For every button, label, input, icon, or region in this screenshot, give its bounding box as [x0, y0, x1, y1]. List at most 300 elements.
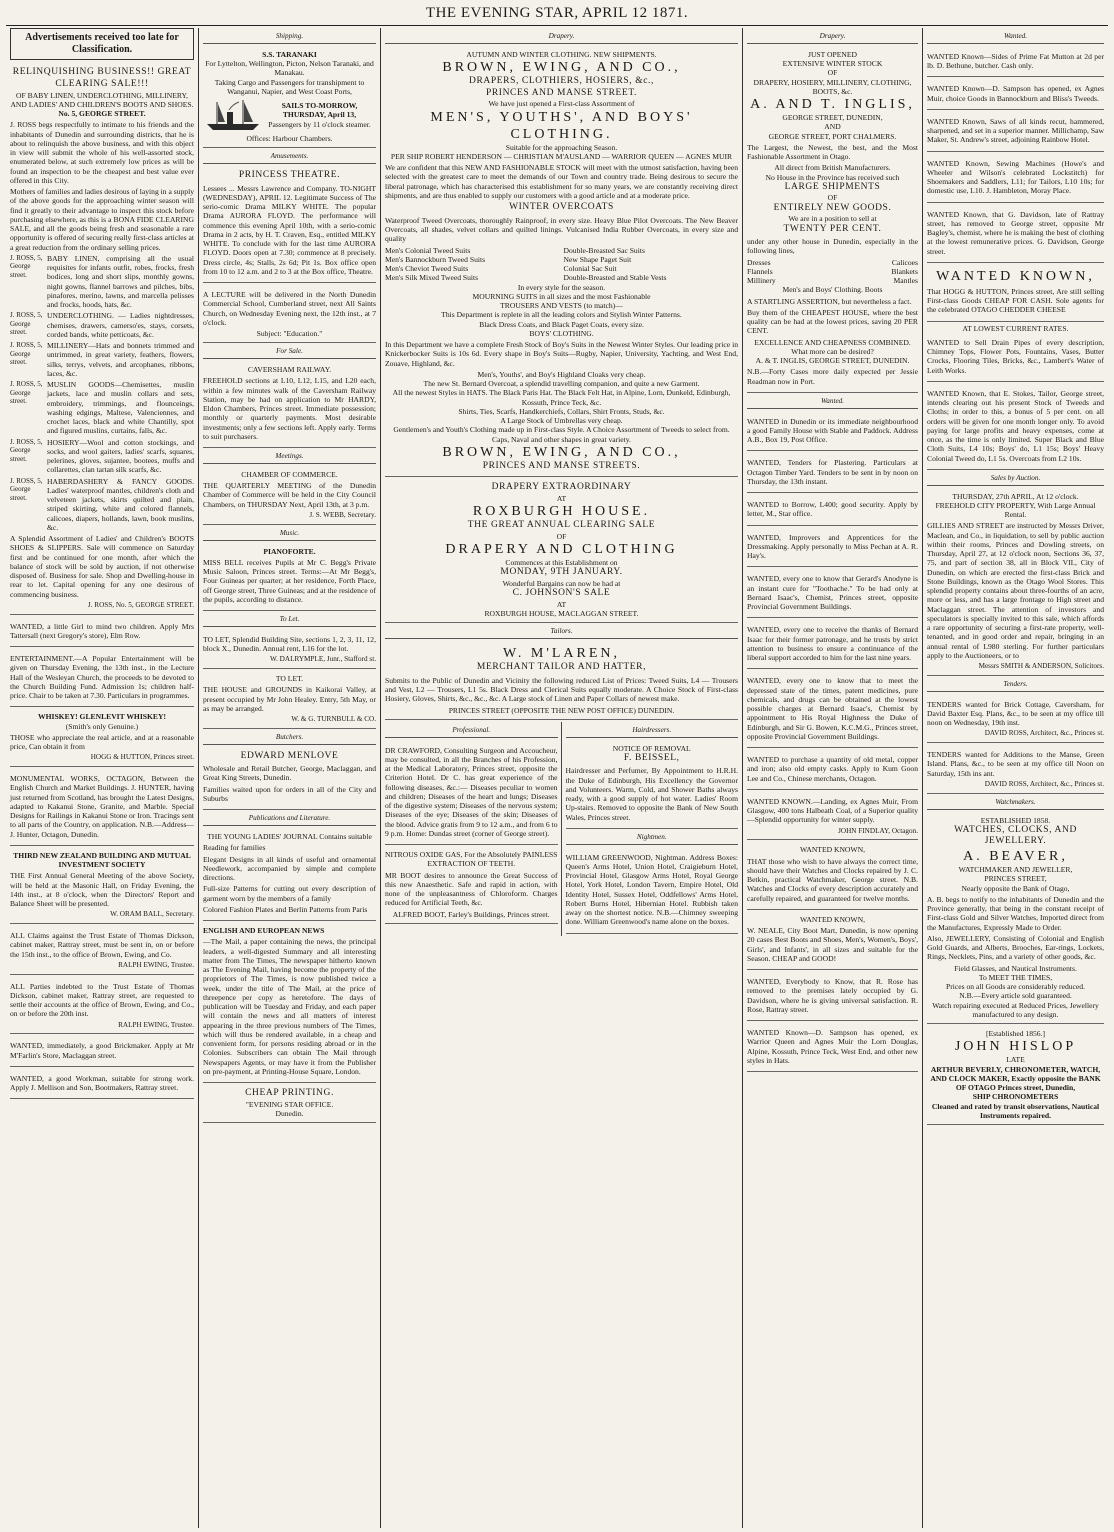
wanted-ad: [747, 528, 918, 568]
wanted-text: WANTED Known, Saws of all kinds recut, hammered, sharpened, and set in a superior manner. Millichamp, Saw Maker, St. Andrew's street, adjoining Rainbow Hotel.: [927, 116, 1104, 145]
wanted-text: WANTED to Sell Drain Pipes of every description, Chimney Tops, Flower Pots, Fountains, Vases, Butter Crocks, Flooring Tiles, Bricks, &c., Lambert's Water of Leith Works.: [927, 337, 1104, 375]
established-2: [Established 1856.]: [985, 1029, 1046, 1039]
roxburgh-address: ROXBURGH HOUSE, MACLAGGAN STREET.: [484, 609, 639, 619]
wanted-text: WANTED Known, that G. Davidson, late of Rattray street, has removed to George street, opposite Mr Bagley's, chemist, where he is making the best of clothing at the lowest remunerative prices. G. Davidson, George street.: [927, 209, 1104, 256]
wanted-ad: [747, 750, 918, 790]
society-ad: [10, 848, 194, 924]
menlove-ad: [203, 748, 376, 811]
guarantee: N.B.—Every article sold guaranteed.: [959, 991, 1072, 1001]
brown-ewing-ad: [385, 47, 738, 478]
section-hairdressers: Hairdressers.: [566, 725, 739, 738]
chamber-signature: J. S. WEBB, Secretary.: [309, 510, 376, 519]
journal-line-3: Full-size Patterns for cutting out every description of garment worn by the members of a family: [203, 884, 376, 903]
section-drapery: Drapery.: [385, 31, 738, 44]
dickson-parties-signature: RALPH EWING, Trustee.: [118, 1020, 194, 1029]
inglis-port: GEORGE STREET, PORT CHALMERS.: [768, 131, 897, 141]
annual-sale: THE GREAT ANNUAL CLEARING SALE: [467, 520, 656, 531]
dickson-parties-text: ALL Parties indebted to the Trust Estate of Thomas Dickson, cabinet maker, Rattray street, are requested to settle their accounts at the office of Brown, Ewing, and Co., on or before the 20th inst.: [10, 981, 194, 1019]
bew-opened: We have just opened a First-class Assortment of: [488, 99, 635, 109]
tolet-house-signature: W. & G. TURNBULL & CO.: [291, 715, 376, 724]
section-professional: Professional.: [385, 725, 558, 738]
tolet-house-text: THE HOUSE and GROUNDS in Kaikorai Valley, at present occupied by Mr John Healey. Entry, 5th May, or as may be arranged.: [203, 685, 376, 713]
wanted-ad: [927, 79, 1104, 110]
ship-sail: SAILS TO-MORROW, THURSDAY, April 13,: [281, 101, 358, 120]
inglis-and: AND: [824, 122, 841, 132]
wk3-text: WANTED, Everybody to Know, that R. Rose has removed to the premises lately occupied by G. Davidson, where he is giving universal satisfaction. R. Rose, Rattray street.: [747, 977, 918, 1014]
suit-item: Double-Breasted and Stable Vests: [563, 273, 667, 283]
inglis-buy: Buy them of the CHEAPEST HOUSE, where the best quality can be had at the lowest prices, saving 20 PER CENT.: [747, 307, 918, 336]
hislop-late: LATE: [1006, 1055, 1025, 1065]
bew-top: AUTUMN AND WINTER CLOTHING. NEW SHIPMENTS.: [466, 49, 657, 59]
ross-item: [10, 477, 194, 533]
trousers-title: TROUSERS AND VESTS (to match)—: [500, 301, 623, 310]
pianoforte-ad: [203, 544, 376, 612]
piano-title: PIANOFORTE.: [263, 546, 316, 556]
prices-reduced: Prices on all Goods are considerably reduced.: [946, 982, 1085, 992]
wanted-text: WANTED Known—D. Sampson has opened, ex Agnes Muir, choice Goods in Bannockburn and Bliss's Tweeds.: [927, 84, 1104, 103]
hislop-text: ARTHUR BEVERLY, CHRONOMETER, WATCH, AND CLOCK MAKER, Exactly opposite the BANK OF OTAGO Princes street, Dunedin,: [930, 1064, 1101, 1093]
wanted-text: WANTED KNOWN.—Landing, ex Agnes Muir, From Glasgow, 400 tons Halbeath Coal, of a Superior quality—Splendid opportunity for winter supply.: [747, 796, 918, 825]
beaver-name: A. BEAVER,: [963, 848, 1068, 864]
printing-sub: "EVENING STAR OFFICE.: [245, 1099, 334, 1109]
commences: Commences at this Establishment on: [505, 558, 618, 568]
ross-outro: A Splendid Assortment of Ladies' and Children's BOOTS SHOES & SLIPPERS. Sale will commence on Saturday first and be continued for one month, after which the balance of stock will be sold by auction, if not otherwise disposed of. Business for sale. Shop and Dwelling-house in rear to let. Capital opening for any one desirous of commencing business.: [10, 534, 194, 599]
chamber-text: THE QUARTERLY MEETING of the Dunedin Chamber of Commerce will be held in the City Council Chambers, on THURSDAY Next, April 13th, at 3 p.m.: [203, 481, 376, 509]
beissel-ad: [566, 741, 739, 829]
inglis-startling: A STARTLING ASSERTION, but nevertheless a fact.: [747, 296, 912, 306]
ship-office: Offices: Harbour Chambers.: [246, 134, 333, 144]
clearing-title: RELINQUISHING BUSINESS!! GREAT CLEARING SALE!!!: [12, 67, 192, 89]
wanted-ad: [747, 671, 918, 748]
section-wanted-2: Wanted.: [927, 31, 1104, 44]
clearing-of: OF BABY LINEN, UNDERCLOTHING, MILLINERY, AND LADIES' AND CHILDREN'S BOOTS AND SHOES.: [10, 90, 194, 109]
masthead: THE EVENING STAR, APRIL 12 1871.: [6, 4, 1108, 26]
inglis-under: under any other house in Dunedin, especially in the following lines,: [747, 237, 918, 256]
news-text: —The Mail, a paper containing the news, the principal leaders, a well-digested Summary and all interesting matter from The Times, The newspaper hitherto known as The Evening Mail, having become the property of the proprietors of The Times, is now published twice a week, under the title of The Mail, at the price of threepence per copy as heretofore. The days of publication will be Tuesday and Friday, and each paper will contain the news and all matters of interest appearing in the three previous numbers of The Times, which will thus be rendered available, in a cheap and convenient form, for persons residing abroad or in the Colonies. Subscribers can obtain The Mail through Newspapers Agents, or may have it from the Publisher on pre-payment, at Printing-House Square, London.: [203, 937, 376, 1076]
wanted-text: WANTED, Tenders for Plastering. Particulars at Octagon Timber Yard. Tenders to be sent in by noon on Thursday, the 13th instant.: [747, 458, 918, 486]
hair-notice: NOTICE OF REMOVAL: [612, 743, 691, 753]
beaver-text: A. B. begs to notify to the inhabitants of Dunedin and the Province generally, that being in the constant receipt of First-class Gold and Silver Watches, Imported direct from the Manufactures, Expressly Made to Order.: [927, 894, 1104, 932]
suit-item: Men's Silk Mixed Tweed Suits: [385, 273, 479, 283]
line-item: Blankets: [891, 266, 918, 276]
section-watchmakers: Watchmakers.: [927, 797, 1104, 810]
auction-signature: Messrs SMITH & ANDERSON, Solicitors.: [978, 662, 1104, 671]
mlaren-name: W. M'LAREN,: [502, 646, 621, 662]
greenwood-ad: [566, 848, 739, 934]
section-publications: Publications and Literature.: [203, 813, 376, 826]
bew-name-2: BROWN, EWING, AND CO.,: [442, 444, 681, 460]
news-title: ENGLISH AND EUROPEAN NEWS: [203, 926, 325, 935]
ross-item: [10, 311, 194, 339]
column-1: [6, 28, 198, 1528]
crawford-text: DR CRAWFORD, Consulting Surgeon and Accoucheur, may be consulted, in all the Branches of his Profession, at the Medical Laboratory, Princes street, opposite the Criterion Hotel. Dr C. has great experience of the following diseases, &c.:— Diseases peculiar to women and children; Diseases of the heart and lungs; Diseases of the digestive system; Diseases of the nervous system; Diseases of the eye; Diseases of the skin; Diseases of the blood. Advice gratis from 9 to 12 a.m., and from 6 to 9 p.m. Home: Dundas street (corner of George street).: [385, 745, 558, 838]
gentlemen: Gentlemen's and Youth's Clothing made up in First-class Style. A Choice Assortment of Tweeds to select from.: [393, 425, 730, 435]
overcoats-text: Waterproof Tweed Overcoats, thoroughly Rainproof, in every size. Heavy Blue Pilot Overcoats. The New Beaver Overcoats, all shades, velvet collars and quilted linings. Vulcanised India Rubber Overcoats, in every size and quality: [385, 215, 738, 244]
trousers-text: This Department is replete in all the leading colors and Stylish Winter Patterns.: [441, 310, 682, 320]
wk-text: THAT those who wish to have always the correct time, should have their Watches and Clocks repaired by J. C. Betkin, practical Watchmaker, George street. N.B. Watches and Clocks of every description accurately and carefully repaired, and guaranteed for twelve months.: [747, 856, 918, 903]
railway-title: CAVERSHAM RAILWAY.: [247, 365, 332, 375]
wanted-workman-text: WANTED, a good Workman, suitable for strong work. Apply J. Mellison and Son, Bootmakers, Rattray street.: [10, 1073, 194, 1093]
whiskey-ad: [10, 709, 194, 767]
ross-intro: J. ROSS begs respectfully to intimate to his friends and the inhabitants of Dunedin and surrounding districts, that he is about to relinquish the above business, and with this object in view will submit the whole of his well-assorted stock, enumerated below, at such extremely low prices as will be found an inspection to be the cheapest and best value ever offered in this City.: [10, 120, 194, 185]
suit-item: Men's Cheviot Tweed Suits: [385, 264, 469, 273]
wanted-known-neale-ad: [747, 912, 918, 970]
tender-ad: [927, 745, 1104, 794]
column-5: [922, 28, 1108, 1528]
hair-name: F. BEISSEL,: [623, 752, 680, 763]
news-ad: [203, 923, 376, 1083]
beaver-ad: [927, 813, 1104, 1024]
lines-left: [747, 258, 831, 286]
inglis-name: A. AND T. INGLIS,: [750, 97, 915, 113]
clearing-sale-ad: [10, 64, 194, 614]
wanted-text: WANTED Known—Sides of Prime Fat Mutton at 2d per lb. D. Bethune, butcher. Cash only.: [927, 51, 1104, 71]
wanted-brickmaker-ad: [10, 1036, 194, 1067]
beaver-top: WATCHES, CLOCKS, AND JEWELLERY.: [954, 824, 1077, 847]
lecture-subject: Subject: "Education.": [256, 329, 323, 339]
bew-name: BROWN, EWING, AND CO.,: [442, 60, 681, 76]
hislop-name: JOHN HISLOP: [954, 1039, 1077, 1055]
inglis-ad: [747, 47, 918, 393]
wanted-text: WANTED in Dunedin or its immediate neighbourhood a good Family House with Stable and Paddock. Address A.B., Box 19, Post Office.: [747, 416, 918, 445]
butcher-text: Wholesale and Retail Butcher, George, Maclaggan, and Great King Streets, Dunedin.: [203, 764, 376, 783]
section-nightmen: Nightmen.: [566, 832, 739, 845]
section-drapery-2: Drapery.: [747, 31, 918, 44]
bew-mens: MEN'S, YOUTHS', AND BOYS' CLOTHING.: [430, 109, 693, 142]
ship-sailing: [263, 101, 376, 129]
ship-name: S.S. TARANAKI: [262, 49, 317, 59]
wanted-ad: [747, 412, 918, 452]
journal-line-2: Elegant Designs in all kinds of useful and ornamental Needlework, accompanied by simple and complete directions.: [203, 854, 376, 882]
ross-text: HOSIERY—Wool and cotton stockings, and socks, and wool gaiters, ladies' scarfs, squares, pelerines, gloves, sujantee, bootees, muffs and collarettes, clan tartan silk scarfs, &c.: [47, 437, 194, 475]
columns: [6, 28, 1108, 1528]
established: ESTABLISHED 1858.: [980, 815, 1051, 825]
hairdressers-column: [566, 722, 739, 936]
ross-mothers: Mothers of families and ladies desirous of laying in a supply of the above goods for the approaching winter season will find it greatly to their advantage to inspect this stock before purchasing elsewhere, as this is a BONA FIDE CLEARING SALE, and all the goods being fresh and seasonable a rare opportunity is offered of securing really first-class articles at a great reduction from the ordinary selling prices.: [10, 187, 194, 252]
ross-text: MUSLIN GOODS—Chemisettes, muslin jackets, lace and muslin collars and sets, embroidery, trimmings, and flounceings, washing edgings, Maltese, Valenciennes, and crochet laces, black and white Chantilly, spot and figured muslins, curtains, falls, &c.: [47, 380, 194, 436]
suits-left: [385, 246, 560, 283]
greenwood-text: WILLIAM GREENWOOD, Nightman. Address Boxes: Queen's Arms Hotel, Union Hotel, Craigieburn Hotel, Provincial Hotel, Glasgow Arms Hotel, Royal George Hotel, York Hotel, London Tavern, Empire Hotel, Old Identity Hotel, Sussex Hotel, Oddfellows' Arms Hotel, Robert Burns Hotel, Hibernian Hotel. Rubbish taken away on the shortest notice. N.B.—Chimney sweeping done. William Greenwood's name alone on the boxes.: [565, 852, 738, 927]
wanted-ad: [747, 453, 918, 493]
wanted-sampson-ad: [747, 1023, 918, 1072]
dickson-claims-signature: RALPH EWING, Trustee.: [118, 960, 194, 969]
railway-text: FREEHOLD sections at L10, L12, L15, and L20 each, within a few minutes walk of the Caversham Railway Station, may be had on application to Mr HARDY, Eldon Chambers, Princes street. Immediate possession; monthly or quarterly payments. Most desirable investments; only a few sections left. Apply early. Terms to suit purchasers.: [203, 376, 376, 441]
wanted-text: WANTED, Improvers and Apprentices for the Dressmaking. Apply personally to Miss Pechan at A. R. Hay's.: [747, 532, 918, 561]
lecture-text: A LECTURE will be delivered in the North Dunedin Commercial School, Cumberland street, next All Saints Church, on Wednesday Evening next, the 12th inst., at 7 o'clock.: [203, 290, 376, 327]
ship-route: For Lyttelton, Wellington, Picton, Nelson Taranaki, and Manakau.: [205, 59, 374, 78]
ross-label: J. ROSS, 5, George street.: [10, 437, 43, 463]
lower-columns: [385, 722, 738, 936]
suit-item: Colonial Sac Suit: [563, 264, 617, 273]
tolet-site-ad: [203, 630, 376, 669]
wanted-text: WANTED, every one to receive the thanks of Bernard Isaac for their former patronage, and he trusts by strict attention to business to ensure a continuance of the liberal support accorded to him for the last nine years.: [747, 625, 918, 663]
wanted-girl-text: WANTED, a little Girl to mind two children. Apply Mrs Tattersall (next Gregory's store), Elm Row.: [10, 621, 194, 640]
highland: Men's, Youths', and Boy's Highland Cloaks very cheap.: [477, 369, 646, 379]
drapery-extra: DRAPERY EXTRAORDINARY: [491, 482, 632, 493]
wanted-text: WANTED, every one to know that to meet the depressed state of the times, patent medicines, pure chemicals, and drugs can be obtained at the lowest possible charges at Bernard Isaac's, Chemist by appointment to His Royal Highness the Duke of Edinburgh, and Sir G. Bowen, K.C.M.G., Princes street, opposite Provincial Government Buildings.: [747, 676, 918, 741]
bew-ships: PER SHIP ROBERT HENDERSON — CHRISTIAN M'AUSLAND — WARRIOR QUEEN — AGNES MUIR: [390, 151, 733, 161]
bew-season: Suitable for the approaching Season.: [505, 142, 618, 152]
bargains: Wonderful Bargains can now be had at: [502, 579, 621, 589]
nitrous-title: NITROUS OXIDE GAS, For the Absolutely PAINLESS EXTRACTION OF TEETH.: [385, 850, 558, 869]
chamber-ad: [203, 467, 376, 525]
journal-title: THE YOUNG LADIES' JOURNAL Contains suitable: [207, 832, 372, 841]
findlay-signature: JOHN FINDLAY, Octagon.: [838, 826, 918, 835]
auction-date: THURSDAY, 27th APRIL, At 12 o'clock.: [952, 491, 1079, 501]
ross-item: [10, 438, 194, 475]
theatre-text: Lessees ... Messrs Lawrence and Company. TO-NIGHT (WEDNESDAY), APRIL 12. Legitimate Success of The serio-comic Drama MILKY WHITE. The popular Drama AURORA FLOYD. The performance will commence this evening April 10th, with a serio-comic Drama in 2 acts, by H. T. Craven, Esq., entitled MILKY WHITE. To conclude with for the last time AURORA FLOYD. Doors open at 7.30; commence at 8 precisely. Dress circle, 4s; Stalls, 2s 6d; Pit 1s. Box office open from 10 to 12 a.m. and 2 to 3 at the Box office, Theatre.: [203, 183, 376, 276]
inglis-entirely: ENTIRELY NEW GOODS.: [773, 202, 892, 213]
overcoats-title: WINTER OVERCOATS: [509, 202, 614, 213]
tender-ad: [927, 695, 1104, 744]
suits-table: [385, 246, 738, 283]
journal-line-4: Colored Fashion Plates and Berlin Patterns from Paris: [203, 904, 368, 914]
johnson-at: AT: [556, 599, 567, 609]
annual-of: OF: [556, 531, 567, 541]
whiskey-text: THOSE who appreciate the real article, and at a reasonable price, Can obtain it from: [10, 732, 194, 752]
hogg-title: WANTED KNOWN,: [936, 268, 1095, 284]
beaver-also: Also, JEWELLERY, Consisting of Colonial and English Gold Guards, and Alberts, Brooches, Ear-rings, Lockets, Rings, Necklets, Pins, and a variety of other goods, &c.: [927, 933, 1104, 962]
ross-label: J. ROSS, 5, George street.: [10, 341, 43, 367]
nitrous-signature: ALFRED BOOT, Farley's Buildings, Princes street.: [392, 909, 550, 919]
wanted-ad: [747, 620, 918, 669]
tolet-house-title: TO LET.: [275, 674, 304, 684]
inglis-of: OF: [827, 68, 838, 78]
hats-text: All the newest Styles in HATS. The Black Paris Hat. The Black Felt Hat, in Alpine, Lorn, Dunkeld, Edinburgh, Kossuth, Prince Teck, &c.: [392, 388, 731, 407]
ross-label: J. ROSS, 5, George street.: [10, 476, 43, 502]
ship-row: [203, 96, 376, 134]
boys-title: BOYS' CLOTHING.: [529, 328, 594, 338]
society-text: THE First Annual General Meeting of the above Society, will be held at the Masonic Hall, on Friday Evening, the 14th inst., at 8 o'clock, when the Directors' Report and Balance Sheet will be presented.: [10, 871, 194, 909]
whiskey-signature: HOGG & HUTTON, Princes street.: [90, 753, 194, 762]
inglis-of-2: OF: [827, 193, 838, 203]
journal-ad: [203, 829, 376, 921]
inglis-more: What more can be desired?: [791, 346, 874, 356]
dickson-claims-ad: [10, 926, 194, 975]
steamship-icon: [203, 96, 263, 134]
dickson-claims-text: ALL Claims against the Trust Estate of Thomas Dickson, cabinet maker, Rattray street, must be sent in, on or before the 15th inst., to the office of Brown, Ewing, and Co.: [10, 931, 194, 959]
suits-every: In every style for the season.: [517, 282, 606, 292]
theatre-ad: [203, 167, 376, 283]
ross-label: J. ROSS, 5, George street.: [10, 311, 43, 337]
taranaki-ad: [203, 47, 376, 149]
ross-label: J. ROSS, 5, George street.: [10, 253, 43, 279]
mlaren-address: PRINCES STREET (OPPOSITE THE NEW POST OFFICE) DUNEDIN.: [448, 705, 675, 715]
ross-signature: J. ROSS, No. 5, GEORGE STREET.: [87, 600, 194, 609]
line-item: Millinery: [747, 276, 776, 286]
just-opened: JUST OPENED: [807, 49, 857, 59]
auction-text: GILLIES AND STREET are instructed by Messrs Driver, Maclean, and Co., in liquidation, to sell by public auction within their rooms, Princes and Dowling streets, on Thursday, April 27, at 12 o'clock noon, Sections 36, 37, 75, and part of section 38, all in Block VII., City of Dunedin, on which are erected the first-class Brick and Stone Buildings, known as the Otago Wool Stores. This splendid property contains about three-fourths of an acre, more or less, and has a large frontage to High street and Maclaggan street. The attention of investors and speculators is specially invited to this sale, which affords a rare opportunity of securing a first-rate property, well-tenanted, and in good order and repair, bringing in an annual rental of L980 sterling. For further particulars apply to the Auctioneers, or to: [927, 521, 1104, 660]
section-butchers: Butchers.: [203, 732, 376, 745]
mlaren-text: Submits to the Public of Dunedin and Vicinity the following reduced List of Prices: Tweed Suits, L4 — Trousers and Vest, L2 — Trousers, L1 5s. Black Dress and Clerical Suits equally moderate. A Choice Stock of First-class Hosiery, Gloves, Shirts, &c., &c., &c. A Large stock of Linen and Paper Collars of newest make.: [385, 675, 738, 704]
section-to-let: To Let.: [203, 614, 376, 627]
section-shipping: Shipping.: [203, 31, 376, 44]
entertainment-text: ENTERTAINMENT.—A Popular Entertainment will be given on Thursday Evening, the 13th inst., in the Lecture Hall of the Wesleyan Church, the proceeds to be devoted to the Church Building Fund. Admission 1s; children half-price. Chair to be taken at 7.30. Particulars in programmes.: [10, 654, 194, 701]
hislop-ad: [927, 1026, 1104, 1125]
lines-right: [835, 258, 919, 286]
line-item: Dresses: [747, 257, 771, 267]
boys-text: In this Department we have a complete Fresh Stock of Boy's Suits in the Newest Winter Styles. Our leading price in Knickerbocker Suits is 10s 6d. Every shape in Boy's Suits—Rugby, Napier, University, Yachting, and West End, Zouave, Highland, &c.: [385, 340, 738, 368]
piano-text: MISS BELL receives Pupils at Mr C. Begg's Private Music Saloon, Princes street. Terms:—At Mr Begg's, Four Guineas per quarter; at her residence, Forth Place, off George street, Three Guineas; and at the residence of the pupils, according to distance.: [203, 557, 376, 604]
inglis-direct: All direct from British Manufacturers.: [774, 163, 891, 173]
column-2: [198, 28, 380, 1528]
roxburgh-ad: [385, 479, 738, 623]
inglis-largest: The Largest, the Newest, the best, and the Most Fashionable Assortment in Otago.: [747, 142, 918, 162]
extensive: EXTENSIVE WINTER STOCK: [782, 59, 883, 69]
inglis-twenty: TWENTY PER CENT.: [783, 223, 882, 234]
tolet-site-signature: W. DALRYMPLE, Junr., Stafford st.: [269, 655, 376, 664]
butcher-name: EDWARD MENLOVE: [240, 750, 339, 761]
printing-title: CHEAP PRINTING.: [245, 1088, 334, 1098]
section-amusements: Amusements.: [203, 151, 376, 164]
wanted-known-betkin-ad: [747, 842, 918, 910]
inglis-signature: A. & T. INGLIS, GEORGE STREET, DUNEDIN.: [755, 356, 910, 366]
wanted-text: WANTED, every one to know that Gerard's Anodyne is an instant cure for "Toothache." To be had only at Bernard Isaac's, Chemist, Princes street, opposite Provincial Government Buildings.: [747, 574, 918, 612]
wanted-ad: [747, 495, 918, 526]
section-wanted: Wanted.: [747, 396, 918, 409]
bew-confident: We are confident that this NEW AND FASHIONABLE STOCK will meet with the utmost satisfaction, having been selected with the greatest care to meet the demands of our Town and country trade. Being desirous to secure the liberal patronage, which has characterised this establishment for so many years, we are constantly receiving direct shipments, and are thus enabled to supply our customers with a good article and at a moderate price.: [385, 163, 738, 200]
wanted-ad: [927, 154, 1104, 203]
inglis-nb: N.B.—Forty Cases more daily expected per Jessie Readman now in Port.: [747, 367, 918, 386]
beaver-near: Nearly opposite the Bank of Otago,: [961, 883, 1070, 893]
wanted-ad: [747, 569, 918, 618]
repair: Watch repairing executed at Reduced Prices, Jewellery manufactured to any design.: [932, 1000, 1099, 1019]
bew-trades: DRAPERS, CLOTHIERS, HOSIERS, &c.,: [468, 76, 654, 87]
inglis-large: LARGE SHIPMENTS: [784, 181, 881, 192]
drapery-clothing: DRAPERY AND CLOTHING: [445, 542, 678, 558]
whiskey-title: WHISKEY! GLENLEVIT WHISKEY!: [37, 712, 166, 722]
wanted-girl-ad: [10, 617, 194, 648]
tolet-site-text: TO LET, Splendid Building Site, sections 1, 2, 3, 11, 12, block X., Dunedin. Annual rent, L16 for the lot.: [203, 634, 376, 654]
section-meetings: Meetings.: [203, 451, 376, 464]
wk4-text: WANTED Known—D. Sampson has opened, ex Warrior Queen and Agnes Muir the Lorn Douglas, Alpine, Kossuth, Prince Teck, West End, and other new styles in Hats.: [747, 1028, 918, 1065]
section-music: Music.: [203, 528, 376, 541]
suit-item: Men's Bannockburn Tweed Suits: [385, 254, 486, 264]
inglis-position: We are in a position to sell at: [788, 214, 877, 224]
monday: MONDAY, 9TH JANUARY.: [500, 567, 623, 578]
ross-text: HABERDASHERY & FANCY GOODS. Ladies' waterproof mantles, children's cloth and velveteen jackets, skirts quilted and plain, striped skirting, white and colored flannels, calicoes, diapers, hollands, lawn, book muslins, &c.: [47, 476, 194, 532]
lowest-rates: AT LOWEST CURRENT RATES.: [962, 323, 1069, 333]
hislop-end: Cleaned and rated by transit observations, Nautical Instruments repaired.: [931, 1101, 1100, 1120]
mlaren-trade: MERCHANT TAILOR AND HATTER,: [476, 662, 647, 673]
wanted-ad: [927, 384, 1104, 470]
hogg-text: That HOGG & HUTTON, Princes street, Are still selling First-class Goods CHEAP FOR CASH. Sole agents for the celebrated OTAGO CHEDDER CHEESE: [927, 286, 1104, 315]
suit-item: Men's Colonial Tweed Suits: [385, 245, 471, 255]
hair-text: Hairdresser and Perfumer, By Appointment to H.R.H. the Duke of Edinburgh, His Excellency the Governor and Volunteers. Warm, Cold, and Shower Baths always ready, with a good supply of hot water. Ladies' Room Up-stairs. Removed to opposite the Bank of New South Wales, Princes street.: [565, 766, 738, 822]
wanted-text: WANTED Known, Sewing Machines (Howe's and Wheeler and Wilson's celebrated Lockstitch) for Shoemakers and Saddlers, L11; for Tailors, L10 10s; for domestic use, L10. J. Hambleton, Moray Place.: [927, 158, 1104, 196]
wk2-text: W. NEALE, City Boot Mart, Dunedin, is now opening 20 cases Best Boots and Shoes, Men's, Women's, Boys', Girls', and Infants', in all sizes and suitable for the Season. CHEAP and GOOD!: [747, 926, 918, 963]
mlaren-ad: [385, 642, 738, 720]
caversham-ad: [203, 362, 376, 448]
butcher-text-2: Families waited upon for orders in all of the City and Suburbs: [203, 784, 376, 803]
meet-times: To MEET THE TIMES,: [978, 972, 1053, 982]
black-coats: Black Dress Coats, and Black Paget Coats, every size.: [479, 319, 644, 329]
tender-signature: DAVID ROSS, Architect, &c., Princes st.: [984, 779, 1104, 788]
society-title: THIRD NEW ZEALAND BUILDING AND MUTUAL INVESTMENT SOCIETY: [13, 850, 191, 870]
hislop-ship: SHIP CHRONOMETERS: [972, 1092, 1059, 1102]
wanted-text: WANTED to Borrow, L400; good security. Apply by letter, M., Star office.: [747, 500, 918, 519]
inglis-lines-table: [747, 258, 918, 286]
inglis-excellence: EXCELLENCE AND CHEAPNESS COMBINED.: [754, 337, 911, 347]
section-tenders: Tenders.: [927, 679, 1104, 692]
roxburgh-at: AT: [556, 493, 567, 503]
wk-title: WANTED KNOWN,: [800, 845, 865, 855]
wanted-ad: [927, 205, 1104, 263]
nitrous-text: MR BOOT desires to announce the Great Success of this new Anaesthetic. Safe and rapid in action, with none of the unpleasantness of Chloroform. Charges reduced for Artificial Teeth, &c.: [385, 870, 558, 908]
wk2-title: WANTED KNOWN,: [800, 914, 865, 924]
wanted-ad: [747, 792, 918, 841]
column-4: [742, 28, 922, 1528]
inglis-george: GEORGE STREET, DUNEDIN,: [782, 113, 883, 123]
section-for-sale: For Sale.: [203, 346, 376, 359]
auction-title: FREEHOLD CITY PROPERTY, With Large Annual Rental.: [935, 500, 1096, 520]
ross-text: MILLINERY—Hats and bonnets trimmed and untrimmed, in great variety, feathers, flowers, silks, terrys, velvets, and arcophanes, ribbons, laces, &c.: [47, 341, 194, 378]
crawford-ad: [385, 741, 558, 846]
society-signature: W. ORAM BALL, Secretary.: [110, 910, 194, 919]
tender-text: TENDERS wanted for Additions to the Manse, Green Island. Plans, &c., to be seen at my office till Noon on Saturday, 15th ins ant.: [927, 750, 1104, 778]
roxburgh-house: ROXBURGH HOUSE.: [472, 504, 651, 520]
late-ads-header: Advertisements received too late for Classification.: [10, 28, 194, 60]
printing-place: Dunedin.: [275, 1108, 304, 1118]
suit-item: Double-Breasted Sac Suits: [563, 245, 645, 255]
professional-column: [385, 722, 562, 936]
ship-passengers: Passengers by 11 o'clock steamer.: [268, 119, 371, 129]
caps: Caps, Naval and other shapes in great variety.: [492, 434, 631, 444]
line-item: Flannels: [747, 266, 773, 276]
beaver-street: PRINCES STREET,: [984, 874, 1047, 884]
column-3: [380, 28, 742, 1528]
wanted-text: WANTED Known, that E. Stokes, Tailor, George street, intends clearing out his present Stock of Tweeds and Cloths; in order to this, a bonus of 5 per cent. on all orders will be given for one month longer only. To avoid paying for large profits and heavy expenses, come at once, as the time is only limited. Super Black and Blue Cloth Suits, L4 10s; Boys' do, L1 15s; Boys' Heavy Colonial Tweed do, L1 5s. Overcoats from L2 10s.: [927, 388, 1104, 463]
wanted-workman-ad: [10, 1069, 194, 1100]
lecture-ad: [203, 285, 376, 343]
line-item: Mantles: [893, 276, 918, 286]
ross-item: [10, 254, 194, 310]
auction-ad: [927, 489, 1104, 676]
ross-label: J. ROSS, 5, George street.: [10, 380, 43, 406]
umbrellas: A Large Stock of Umbrellas very cheap.: [500, 416, 623, 425]
section-tailors: Tailors.: [385, 626, 738, 639]
monumental-text: MONUMENTAL WORKS, OCTAGON, Between the English Church and Market Buildings. J. HUNTER, having just returned from Scotland, has brought the Latest Designs, adapted to Kakanui Stone, Granite, and Marble. Special Designs for Railings in Kakanui Stone or Iron. Tracings sent to all parts of the Country, on application. N.B.—Address—J. Hunter, Octagon, Dunedin.: [10, 774, 194, 839]
wanted-brickmaker-text: WANTED, immediately, a good Brickmaker. Apply at Mr M'Farlin's Store, Maclaggan street.: [10, 1041, 194, 1060]
field-glasses: Field Glasses, and Nautical Instruments.: [954, 963, 1077, 973]
tolet-house-ad: [203, 671, 376, 729]
suits-right: [564, 246, 739, 283]
section-auction: Sales by Auction.: [927, 473, 1104, 486]
bew-address-2: PRINCES AND MANSE STREETS.: [482, 460, 641, 471]
wanted-rose-ad: [747, 972, 918, 1021]
clearing-address: No. 5, GEORGE STREET.: [58, 109, 146, 119]
ship-text: Taking Cargo and Passengers for transhipment to Wanganui, Napier, and West Coast Ports,: [214, 77, 365, 96]
tender-signature: DAVID ROSS, Architect, &c., Princes st.: [984, 729, 1104, 738]
ross-item: [10, 380, 194, 436]
wanted-text: WANTED to purchase a quantity of old metal, copper and iron; also old empty casks. Apply to Kum Goon Lee and Co., Chinese merchants, Octagon.: [747, 755, 918, 783]
nitrous-ad: [385, 847, 558, 924]
bew-address: PRINCES AND MANSE STREET.: [485, 87, 637, 98]
wanted-ad: [927, 47, 1104, 78]
suit-item: New Shape Paget Suit: [563, 254, 632, 264]
dickson-parties-ad: [10, 977, 194, 1035]
theatre-title: PRINCESS THEATRE.: [238, 170, 341, 181]
ross-item: [10, 341, 194, 378]
johnson-sale: C. JOHNSON'S SALE: [512, 588, 611, 599]
bernard: The new St. Bernard Overcoat, a splendid travelling companion, and quite a new Garment.: [423, 379, 700, 388]
monumental-ad: [10, 769, 194, 846]
chamber-title: CHAMBER OF COMMERCE.: [241, 469, 338, 479]
inglis-mens-boys: Men's and Boys' Clothing. Boots: [782, 285, 883, 295]
printing-ad: [203, 1085, 376, 1123]
line-item: Calicoes: [891, 257, 918, 267]
beaver-trade: WATCHMAKER AND JEWELLER,: [958, 865, 1073, 875]
